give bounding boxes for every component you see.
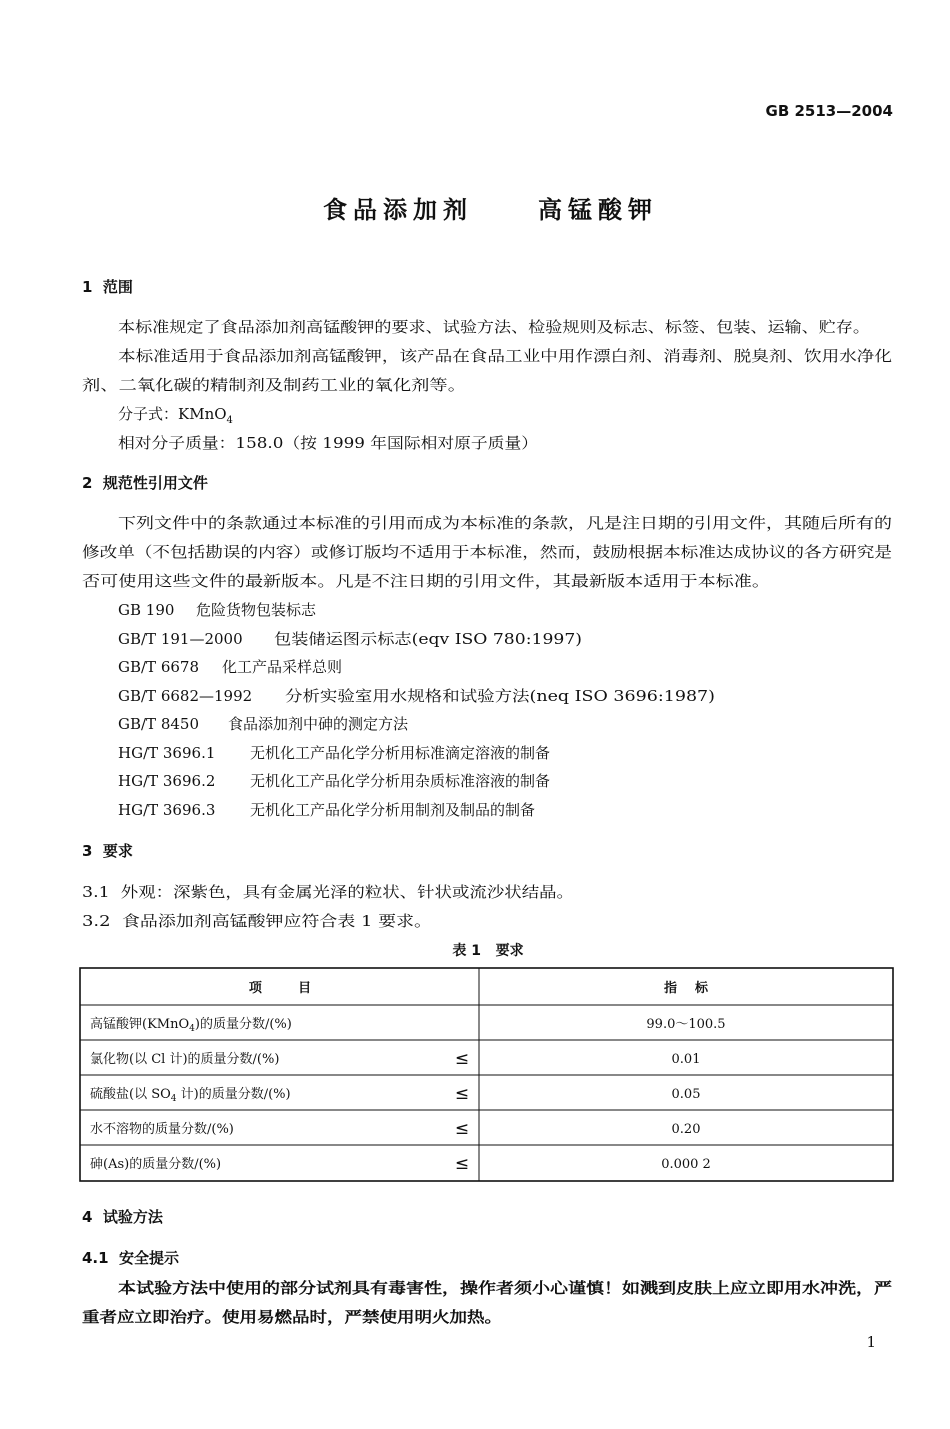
reference-code: GB/T 6682—1992 (118, 687, 253, 705)
section4-heading: 4 试验方法 (82, 1208, 163, 1226)
reference-item (118, 658, 342, 676)
section1-paragraph2-line2: 剂、二氧化碳的精制剂及制药工业的氧化剂等。 (82, 376, 466, 394)
less-equal-symbol: ≤ (454, 1119, 470, 1139)
safety-paragraph-line2: 重者应立即治疗。使用易燃品时，严禁使用明火加热。 (82, 1308, 443, 1326)
section2-paragraph-line1: 下列文件中的条款通过本标准的引用而成为本标准的条款，凡是注日期的引用文件，其随后所有的 (118, 514, 892, 532)
page-number: 1 (866, 1333, 876, 1351)
section4-subheading: 4.1 安全提示 (82, 1249, 180, 1267)
less-equal-symbol: ≤ (454, 1084, 470, 1104)
table-cell-item: 氯化物(以 Cl 计)的质量分数/(%) (90, 1052, 280, 1067)
section3-heading: 3 要求 (82, 842, 133, 860)
reference-title: 化工产品采样总则 (222, 658, 343, 676)
less-equal-symbol: ≤ (454, 1049, 470, 1069)
reference-item (118, 772, 550, 790)
section2-paragraph-line2: 修改单（不包括勘误的内容）或修订版均不适用于本标准，然而，鼓励根据本标准达成协议的各方研究是 (82, 543, 892, 561)
reference-title: 食品添加剂中砷的测定方法 (228, 715, 409, 733)
reference-code: HG/T 3696.1 (118, 744, 216, 762)
reference-item (118, 744, 550, 762)
molecular-formula: 分子式：KMnO$_4$ (118, 405, 233, 426)
reference-item (118, 687, 715, 705)
reference-title: 危险货物包装标志 (196, 601, 317, 619)
reference-code: HG/T 3696.2 (118, 772, 216, 790)
section1-paragraph1: 本标准规定了食品添加剂高锰酸钾的要求、试验方法、检验规则及标志、标签、包装、运输、贮存。 (118, 318, 870, 336)
reference-code: GB/T 8450 (118, 715, 200, 733)
reference-title: 无机化工产品化学分析用制剂及制品的制备 (250, 801, 536, 819)
title-part1: 食品添加剂 (323, 196, 473, 224)
section3-item2: 3.2 食品添加剂高锰酸钾应符合表 1 要求。 (82, 912, 432, 930)
reference-title: 无机化工产品化学分析用标准滴定溶液的制备 (250, 744, 551, 762)
reference-item (118, 601, 317, 619)
section2-heading: 2 规范性引用文件 (82, 474, 208, 492)
table-cell-item: 高锰酸钾(KMnO$_4$)的质量分数/(%) (90, 1017, 292, 1034)
table-cell-item: 硫酸盐(以 $SO_4$ 计)的质量分数/(%) (90, 1087, 291, 1104)
reference-item (118, 630, 582, 648)
table-cell-item: 水不溶物的质量分数/(%) (90, 1122, 234, 1137)
reference-title: 无机化工产品化学分析用杂质标准溶液的制备 (250, 772, 551, 790)
reference-item (118, 715, 409, 733)
table-cell-value: 0.000 2 (661, 1157, 711, 1172)
section1-heading: 1 范围 (82, 278, 133, 296)
table-cell-value: 0.20 (671, 1122, 701, 1137)
table-cell-value: 99.0～100.5 (646, 1017, 726, 1032)
section1-paragraph2-line1: 本标准适用于食品添加剂高锰酸钾，该产品在食品工业中用作漂白剂、消毒剂、脱臭剂、饮用水净化 (118, 347, 892, 365)
safety-paragraph-line1: 本试验方法中使用的部分试剂具有毒害性，操作者须小心谨慎！如溅到皮肤上应立即用水冲洗，严 (118, 1279, 764, 1297)
table-header-item: 项 目 (248, 981, 312, 996)
table-cell-item: 砷(As)的质量分数/(%) (90, 1157, 222, 1172)
table-cell-value: 0.01 (671, 1052, 701, 1067)
reference-code: GB 190 (118, 601, 175, 619)
reference-code: GB/T 191—2000 (118, 630, 243, 648)
reference-code: GB/T 6678 (118, 658, 200, 676)
reference-title: 分析实验室用水规格和试验方法(neq ISO 3696:1987) (285, 687, 715, 705)
table-caption: 表 1 要求 (452, 943, 524, 959)
less-equal-symbol: ≤ (454, 1154, 470, 1174)
section3-item1: 3.1 外观：深紫色，具有金属光泽的粒状、针状或流沙状结晶。 (82, 883, 574, 901)
standard-code: GB 2513—2004 (765, 102, 893, 120)
table-cell-value: 0.05 (671, 1087, 701, 1102)
table-header-value: 指 标 (663, 981, 709, 996)
molecular-mass: 相对分子质量：158.0（按 1999 年国际相对原子质量） (118, 434, 538, 452)
title-part2: 高锰酸钾 (538, 196, 658, 224)
reference-item (118, 801, 535, 819)
reference-code: HG/T 3696.3 (118, 801, 216, 819)
section2-paragraph-line3: 否可使用这些文件的最新版本。凡是不注日期的引用文件，其最新版本适用于本标准。 (82, 572, 770, 590)
reference-title: 包装储运图示标志(eqv ISO 780:1997) (274, 630, 582, 648)
